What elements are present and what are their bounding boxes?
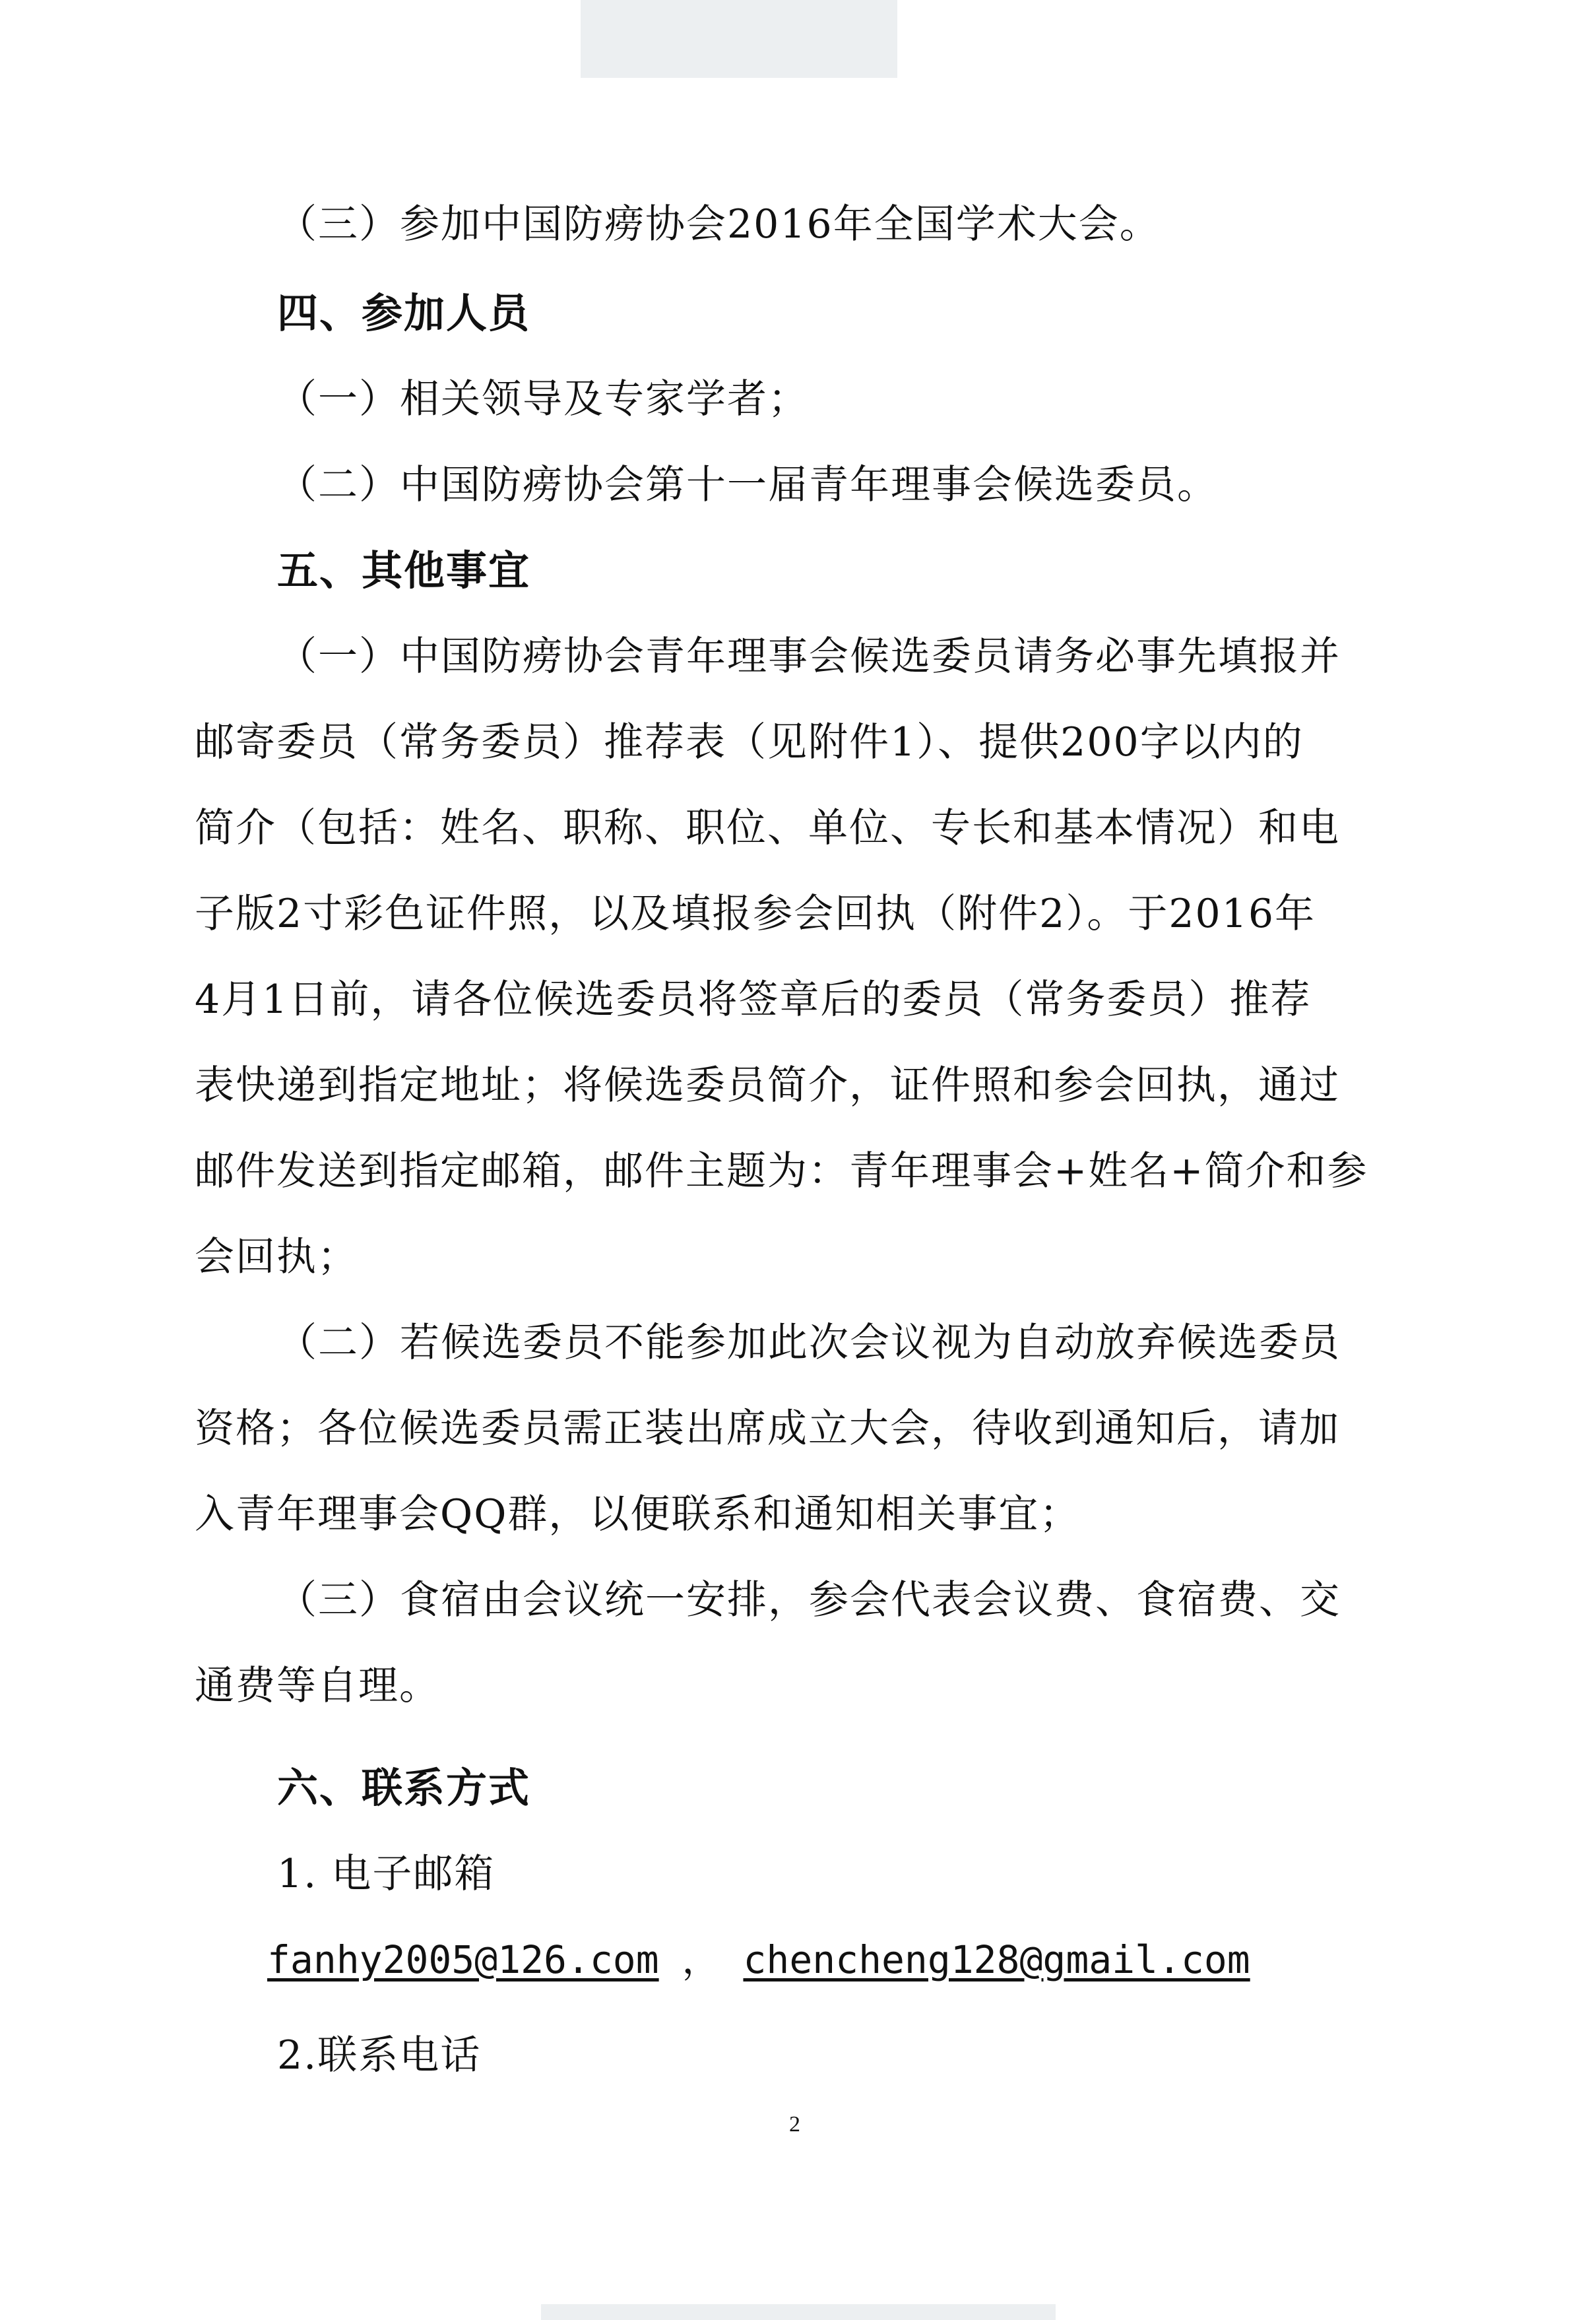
email-link-chencheng[interactable]: chencheng128@gmail.com (743, 1937, 1250, 1982)
other-matter-1-line-5: 4月1日前，请各位候选委员将签章后的委员（常务委员）推荐 (195, 977, 1312, 1023)
other-matter-1-line-2: 邮寄委员（常务委员）推荐表（见附件1）、提供200字以内的 (195, 719, 1304, 765)
other-matter-1-line-7: 邮件发送到指定邮箱，邮件主题为：青年理事会+姓名+简介和参 (195, 1148, 1368, 1194)
other-matter-2-line-3: 入青年理事会QQ群，以便联系和通知相关事宜； (195, 1491, 1081, 1537)
email-separator: ， (682, 1937, 720, 1982)
other-matter-1-line-8: 会回执； (195, 1234, 358, 1280)
participant-item-2: （二）中国防痨协会第十一届青年理事会候选委员。 (277, 462, 1218, 508)
participant-item-1: （一）相关领导及专家学者； (277, 376, 809, 422)
scan-shadow-bottom (541, 2304, 1056, 2320)
section-heading-contact: 六、联系方式 (277, 1764, 531, 1812)
scan-shadow-top (581, 0, 897, 78)
section-heading-participants: 四、参加人员 (277, 289, 531, 337)
item-attend-conference: （三）参加中国防痨协会2016年全国学术大会。 (277, 201, 1161, 247)
other-matter-1-line-1: （一）中国防痨协会青年理事会候选委员请务必事先填报并 (277, 633, 1341, 680)
other-matter-3-line-1: （三）食宿由会议统一安排，参会代表会议费、食宿费、交 (277, 1577, 1341, 1623)
contact-phone-label: 2.联系电话 (277, 2032, 482, 2078)
other-matter-1-line-6: 表快递到指定地址；将候选委员简介，证件照和参会回执，通过 (195, 1062, 1340, 1109)
contact-email-label: 1. 电子邮箱 (277, 1851, 495, 1897)
page-number: 2 (789, 2112, 800, 2137)
other-matter-1-line-4: 子版2寸彩色证件照，以及填报参会回执（附件2）。于2016年 (195, 891, 1316, 937)
email-link-fanhy[interactable]: fanhy2005@126.com (267, 1937, 659, 1982)
other-matter-1-line-3: 简介（包括：姓名、职称、职位、单位、专长和基本情况）和电 (195, 805, 1340, 851)
other-matter-3-line-2: 通费等自理。 (195, 1663, 440, 1709)
section-heading-other-matters: 五、其他事宜 (277, 546, 531, 595)
other-matter-2-line-1: （二）若候选委员不能参加此次会议视为自动放弃候选委员 (277, 1320, 1341, 1366)
other-matter-2-line-2: 资格；各位候选委员需正装出席成立大会，待收到通知后，请加 (195, 1405, 1340, 1452)
email-row (267, 1933, 1250, 1986)
